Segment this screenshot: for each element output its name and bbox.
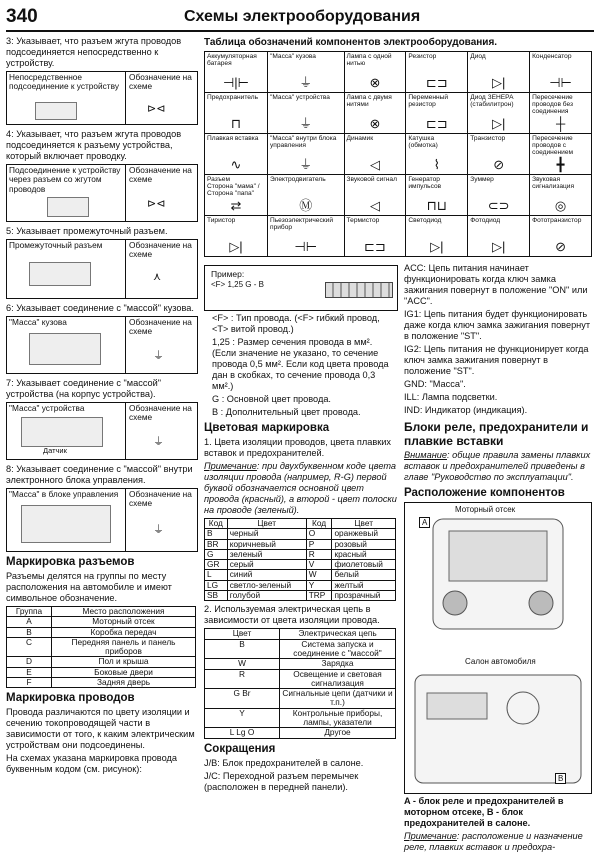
location-note xyxy=(404,831,594,853)
table-cell: Коробка передач xyxy=(52,627,196,637)
table-cell: B xyxy=(205,639,280,659)
table-header: Цвет xyxy=(205,629,280,639)
page-header xyxy=(6,6,594,32)
figure-label: Промежуточный разъем xyxy=(9,240,103,250)
table-cell: белый xyxy=(332,570,396,580)
component-label: Пересечение проводов без соединения xyxy=(532,94,574,116)
component-label: Катушка (обмотка) xyxy=(408,135,438,150)
component-symbol-icon: ⏚ xyxy=(299,116,313,131)
connectors-text: Разъемы делятся на группы по месту расположения на автомобиле и имеют символьное обозначение. xyxy=(6,571,172,603)
table-row xyxy=(7,617,196,627)
table-row xyxy=(205,708,396,728)
component-symbol-icon: ⊣|⊢ xyxy=(222,75,250,90)
component-cell xyxy=(205,175,268,216)
component-location-figure xyxy=(404,502,592,794)
table-cell: прозрачный xyxy=(332,591,396,601)
component-label: Электродвигатель xyxy=(270,176,326,183)
figure-symbol-label: Обозначение на схеме xyxy=(129,403,192,423)
note-label: Примечание xyxy=(204,461,257,471)
wire-example-code: <F> 1,25 G - B xyxy=(211,280,264,289)
ig1-def: IG1: Цепь питания будет функционировать даже когда ключ замка зажигания повернут в положение "ST". xyxy=(404,309,591,341)
table-cell: B xyxy=(205,529,228,539)
table-cell: Сигнальные цепи (датчики и т.п.) xyxy=(280,689,396,709)
component-label: Тиристор xyxy=(207,217,236,224)
connector-sketch xyxy=(47,197,89,217)
table-row xyxy=(205,216,592,257)
harness-connection-figure xyxy=(6,164,198,222)
component-label: Лампа с одной нитью xyxy=(346,53,392,68)
ground-icon: ⏚ xyxy=(153,350,164,362)
wires-text-2: На схемах указана маркировка провода буквенным кодом (см. рисунок): xyxy=(6,753,177,775)
item-4-text: 4: Указывает, что разъем жгута проводов подсоединяется к разъему устройства, который включает проводку. xyxy=(6,129,182,161)
component-cell xyxy=(406,216,468,257)
component-label: Транзистор xyxy=(470,135,506,142)
component-cell xyxy=(530,93,592,134)
table-cell: C xyxy=(7,637,52,657)
figure-label: "Масса" кузова xyxy=(9,317,67,327)
component-label: Фотодиод xyxy=(470,217,501,224)
component-symbol-icon: ◁ xyxy=(369,198,380,213)
body-ground-figure xyxy=(6,316,198,374)
component-symbol-icon: ◎ xyxy=(554,198,567,213)
table-cell: BR xyxy=(205,539,228,549)
component-cell xyxy=(406,175,468,216)
intermediate-connector-figure xyxy=(6,239,198,299)
components-table-title: Таблица обозначений компонентов электрооборудования. xyxy=(204,37,498,48)
figure-symbol-label: Обозначение на схеме xyxy=(129,489,192,509)
component-label: "Масса" кузова xyxy=(270,53,316,60)
figure-symbol-label: Обозначение на схеме xyxy=(129,165,192,185)
table-header: Место расположения xyxy=(52,607,196,617)
wire-size-def: 1,25 : Размер сечения провода в мм². (Если значение не указано, то сечение провода 0,5 мм². Если код цвета провода дан в скобках, то сечение провода 0,3 мм².) xyxy=(212,337,389,391)
section-heading-wires: Маркировка проводов xyxy=(6,692,135,705)
component-label: Лампа с двумя нитями xyxy=(346,94,392,109)
table-cell: красный xyxy=(332,549,396,559)
section-heading-relays: Блоки реле, предохранители и плавкие вставки xyxy=(404,420,589,448)
component-symbol-icon: ∿ xyxy=(230,157,242,172)
vehicle-sketch xyxy=(405,503,589,791)
table-cell: оранжевый xyxy=(332,529,396,539)
component-cell xyxy=(344,175,406,216)
table-row xyxy=(7,657,196,667)
component-symbol-icon: ⊗ xyxy=(369,75,381,90)
left-column xyxy=(6,36,198,777)
table-row xyxy=(205,669,396,689)
table-row xyxy=(205,93,592,134)
table-cell: Зарядка xyxy=(280,659,396,669)
note-text: : при двухбуквенном коде цвета изоляции провода (например, R-G) первой буквой обозначается основной цвет провода (красный), а второй - цвет полоски на проводе (зеленый). xyxy=(204,461,397,515)
table-row xyxy=(7,667,196,677)
component-cell xyxy=(205,52,268,93)
section-heading-location: Расположение компонентов xyxy=(404,487,565,499)
table-cell: W xyxy=(205,659,280,669)
connector-sketch xyxy=(29,262,91,286)
table-header: Код xyxy=(306,519,332,529)
wire-type-def: <F> : Тип провода. (<F> гибкий провод, <T> витой провод.) xyxy=(212,313,380,334)
table-cell: синий xyxy=(227,570,306,580)
component-label: Переменный резистор xyxy=(408,94,449,109)
color-text-1: 1. Цвета изоляции проводов, цвета плавких вставок и предохранителей. xyxy=(204,437,391,458)
ind-def: IND: Индикатор (индикация). xyxy=(404,405,528,415)
circuit-color-table xyxy=(204,628,396,738)
component-label: Звуковая сигнализация xyxy=(532,176,575,191)
component-symbol-icon: ⇄ xyxy=(230,198,242,213)
component-sub-label: Сторона "мама" / Сторона "папа" xyxy=(207,183,260,198)
table-row xyxy=(7,637,196,657)
table-row xyxy=(205,639,396,659)
component-symbol-icon: ╋ xyxy=(556,157,565,172)
table-cell: Освещение и световая сигнализация xyxy=(280,669,396,689)
acc-def: ACC: Цепь питания начинает функционировать когда ключ замка зажигания повернут в положение "ON" или "ACC". xyxy=(404,263,588,306)
component-cell xyxy=(344,52,406,93)
component-label: Генератор импульсов xyxy=(408,176,442,191)
table-cell: R xyxy=(205,669,280,689)
ill-def: ILL: Лампа подсветки. xyxy=(404,392,498,402)
table-cell: Контрольные приборы, лампы, указатели xyxy=(280,708,396,728)
table-header: Цвет xyxy=(332,519,396,529)
wires-text: Провода различаются по цвету изоляции и сечению токопроводящей части в зависимости от того, к каким электрическим устройствам они подсоединены. xyxy=(6,707,195,751)
table-header: Код xyxy=(205,519,228,529)
table-cell: Y xyxy=(306,580,332,590)
component-cell xyxy=(468,175,530,216)
table-row xyxy=(205,52,592,93)
component-symbol-icon: ⊏⊐ xyxy=(425,116,448,131)
ground-icon: ⏚ xyxy=(153,436,164,448)
table-header: Цвет xyxy=(227,519,306,529)
component-symbol-icon: Ⓜ xyxy=(299,198,313,213)
item-6-text: 6: Указывает соединение с "массой" кузова. xyxy=(6,303,194,313)
page-title: Схемы электрооборудования xyxy=(184,8,421,25)
cabin-label: Салон автомобиля xyxy=(465,657,536,666)
component-label: Зуммер xyxy=(470,176,494,183)
figure-label: Непосредственное подсоединение к устройству xyxy=(9,72,119,92)
note-text: : общие правила замены плавких вставок и предохранителей приведены в главе "Руководство по эксплуатации". xyxy=(404,450,591,482)
note-text: : расположение и назначение реле, плавких вставок и предохра- xyxy=(404,831,583,852)
table-row xyxy=(205,134,592,175)
component-symbol-icon: ⊓⊔ xyxy=(426,198,447,213)
wire-sketch xyxy=(325,282,393,298)
components-table xyxy=(204,51,592,257)
component-cell xyxy=(468,93,530,134)
table-cell: Другое xyxy=(280,728,396,738)
table-cell: серый xyxy=(227,560,306,570)
item-7-text: 7: Указывает соединение с "массой" устройства (на корпус устройства). xyxy=(6,378,162,399)
component-symbol-icon: ⊗ xyxy=(369,116,381,131)
ecu-sketch xyxy=(21,505,111,543)
component-symbol-icon: ▷| xyxy=(229,239,243,254)
component-symbol-icon: ▷| xyxy=(491,75,506,90)
table-cell: черный xyxy=(227,529,306,539)
table-cell: Моторный отсек xyxy=(52,617,196,627)
table-cell: V xyxy=(306,560,332,570)
table-row xyxy=(205,549,396,559)
ig2-def: IG2: Цепь питания не функционирует когда ключ замка зажигания повернут в положение "ST". xyxy=(404,344,589,376)
table-row xyxy=(205,175,592,216)
component-cell xyxy=(268,93,345,134)
table-row xyxy=(205,689,396,709)
component-label: Плавкая вставка xyxy=(207,135,259,142)
table-cell: E xyxy=(7,667,52,677)
ground-sketch xyxy=(29,333,101,365)
component-cell xyxy=(268,175,345,216)
component-cell xyxy=(406,52,468,93)
table-cell: Система запуска и соединение с "массой" xyxy=(280,639,396,659)
component-label: Конденсатор xyxy=(532,53,572,60)
component-label: Динамик xyxy=(346,135,374,142)
connector-group-table xyxy=(6,606,196,688)
relay-note xyxy=(404,450,594,483)
right-column xyxy=(404,263,594,855)
table-cell: P xyxy=(306,539,332,549)
intermediate-connector-icon: ⋏ xyxy=(153,271,162,283)
component-cell xyxy=(530,175,592,216)
abbr-jc: J/C: Переходной разъем перемычек (расположен в передней панели). xyxy=(204,770,359,792)
table-cell: A xyxy=(7,617,52,627)
table-header: Группа xyxy=(7,607,52,617)
table-cell: Y xyxy=(205,708,280,728)
component-symbol-icon: ▷| xyxy=(491,116,506,131)
sensor-sketch xyxy=(21,417,103,447)
figure-label: "Масса" в блоке управления xyxy=(9,489,119,499)
component-label: Фототранзистор xyxy=(532,217,582,224)
right-area xyxy=(204,36,594,863)
component-label: Резистор xyxy=(408,53,437,60)
component-symbol-icon: ⏚ xyxy=(299,157,313,172)
table-row xyxy=(205,580,396,590)
table-cell: Передняя панель и панель приборов xyxy=(52,637,196,657)
component-symbol-icon: ⊣⊢ xyxy=(549,75,572,90)
item-8-text: 8: Указывает соединение с "массой" внутри электронного блока управления. xyxy=(6,464,193,485)
middle-column xyxy=(204,263,398,795)
component-label: Диод xyxy=(470,53,486,60)
table-cell: F xyxy=(7,678,52,688)
table-row xyxy=(205,539,396,549)
table-cell: розовый xyxy=(332,539,396,549)
table-cell: зеленый xyxy=(227,549,306,559)
component-cell xyxy=(268,52,345,93)
table-header: Электрическая цепь xyxy=(280,629,396,639)
table-cell: Боковые двери xyxy=(52,667,196,677)
component-symbol-icon: ⊓ xyxy=(230,116,242,131)
component-symbol-icon: ⊘ xyxy=(555,239,566,254)
component-cell xyxy=(406,93,468,134)
component-symbol-icon: ⊂⊃ xyxy=(487,198,510,213)
connector-symbol-icon: ⊳⊲ xyxy=(147,198,166,210)
table-cell: светло-зеленый xyxy=(227,580,306,590)
component-cell xyxy=(530,216,592,257)
marker-a: A xyxy=(419,517,430,528)
component-symbol-icon: ▷| xyxy=(491,239,506,254)
table-cell: G Br xyxy=(205,689,280,709)
wire-example-figure xyxy=(204,265,398,311)
gnd-def: GND: "Масса". xyxy=(404,379,466,389)
component-symbol-icon: ◁ xyxy=(369,157,380,172)
component-cell xyxy=(406,134,468,175)
component-label: Светодиод xyxy=(408,217,442,224)
section-heading-connectors: Маркировка разъемов xyxy=(6,556,135,568)
table-cell: LG xyxy=(205,580,228,590)
component-label: Разъем xyxy=(207,176,230,183)
component-cell xyxy=(468,216,530,257)
component-symbol-icon: ▷| xyxy=(430,239,444,254)
table-cell: Пол и крыша xyxy=(52,657,196,667)
component-label: Диод ЗЕНЕРА (стабилитрон) xyxy=(470,94,514,109)
figure-label: "Масса" устройства xyxy=(9,403,85,413)
table-row xyxy=(205,529,396,539)
table-cell: L Lg O xyxy=(205,728,280,738)
table-row xyxy=(7,678,196,688)
table-row xyxy=(205,659,396,669)
table-row xyxy=(205,570,396,580)
direct-connection-figure xyxy=(6,71,198,125)
wire-color-table xyxy=(204,518,396,601)
wire-main-color-def: G : Основной цвет провода. xyxy=(212,394,331,404)
table-cell: Задняя дверь xyxy=(52,678,196,688)
connector-sketch xyxy=(35,102,77,120)
table-cell: B xyxy=(7,627,52,637)
table-cell: фиолетовый xyxy=(332,560,396,570)
table-cell: R xyxy=(306,549,332,559)
location-caption: A - блок реле и предохранителей в моторном отсеке, B - блок предохранителей в салоне. xyxy=(404,796,564,828)
component-symbol-icon: ⏚ xyxy=(299,75,313,90)
table-cell: SB xyxy=(205,591,228,601)
component-label: Пересечение проводов с соединением xyxy=(532,135,574,157)
component-cell xyxy=(205,216,268,257)
ecu-ground-figure xyxy=(6,488,198,552)
component-cell xyxy=(530,134,592,175)
sensor-label: Датчик xyxy=(43,446,67,455)
note-label: Примечание xyxy=(404,831,457,841)
component-cell xyxy=(205,134,268,175)
table-cell: L xyxy=(205,570,228,580)
wire-example-label: Пример: xyxy=(211,269,245,279)
engine-bay-label: Моторный отсек xyxy=(455,505,516,514)
abbr-jb: J/B: Блок предохранителей в салоне. xyxy=(204,757,364,768)
table-row xyxy=(205,728,396,738)
table-cell: G xyxy=(205,549,228,559)
component-cell xyxy=(205,93,268,134)
table-cell: O xyxy=(306,529,332,539)
component-label: Звуковой сигнал xyxy=(346,176,397,183)
component-symbol-icon: ⊘ xyxy=(493,157,505,172)
component-cell xyxy=(468,134,530,175)
table-row xyxy=(7,627,196,637)
device-ground-figure xyxy=(6,402,198,460)
component-symbol-icon: ⊏⊐ xyxy=(425,75,448,90)
table-cell: W xyxy=(306,570,332,580)
table-cell: GR xyxy=(205,560,228,570)
component-cell xyxy=(344,216,406,257)
figure-symbol-label: Обозначение на схеме xyxy=(129,240,192,260)
component-symbol-icon: ┼ xyxy=(555,116,566,131)
figure-symbol-label: Обозначение на схеме xyxy=(129,72,192,92)
section-heading-color: Цветовая маркировка xyxy=(204,422,330,434)
table-cell: TRP xyxy=(306,591,332,601)
component-cell xyxy=(468,52,530,93)
item-3-text: 3: Указывает, что разъем жгута проводов подсоединяется непосредственно к устройству. xyxy=(6,36,182,68)
component-label: Аккумуляторная батарея xyxy=(207,53,257,68)
component-cell xyxy=(344,93,406,134)
component-cell xyxy=(530,52,592,93)
component-label: "Масса" устройства xyxy=(270,94,330,101)
connector-symbol-icon: ⊳⊲ xyxy=(147,103,166,115)
component-label: "Масса" внутри блока управления xyxy=(270,135,337,150)
component-label: Предохранитель xyxy=(207,94,259,101)
wire-extra-color-def: B : Дополнительный цвет провода. xyxy=(212,407,361,417)
table-row xyxy=(205,560,396,570)
item-5-text: 5: Указывает промежуточный разъем. xyxy=(6,226,168,236)
ground-icon: ⏚ xyxy=(153,524,164,536)
table-cell: коричневый xyxy=(227,539,306,549)
component-cell xyxy=(344,134,406,175)
component-label: Пьезоэлектрический прибор xyxy=(270,217,334,232)
component-cell xyxy=(268,216,345,257)
table-cell: желтый xyxy=(332,580,396,590)
page-number: 340 xyxy=(6,6,38,27)
component-label: Термистор xyxy=(346,217,380,224)
marker-b: B xyxy=(555,773,566,784)
table-cell: D xyxy=(7,657,52,667)
table-cell: голубой xyxy=(227,591,306,601)
figure-label: Подсоединение к устройству через разъем со жгутом проводов xyxy=(9,165,121,194)
component-symbol-icon: ⊣⊢ xyxy=(294,239,318,254)
table-row xyxy=(205,591,396,601)
figure-symbol-label: Обозначение на схеме xyxy=(129,317,192,337)
component-symbol-icon: ⌇ xyxy=(433,157,440,172)
color-text-2: 2. Используемая электрическая цепь в зависимости от цвета изоляции провода. xyxy=(204,604,380,626)
color-note xyxy=(204,461,398,516)
component-symbol-icon: ⊏⊐ xyxy=(364,239,386,254)
note-label: Внимание xyxy=(404,450,447,460)
section-heading-abbr: Сокращения xyxy=(204,742,276,755)
component-cell xyxy=(268,134,345,175)
